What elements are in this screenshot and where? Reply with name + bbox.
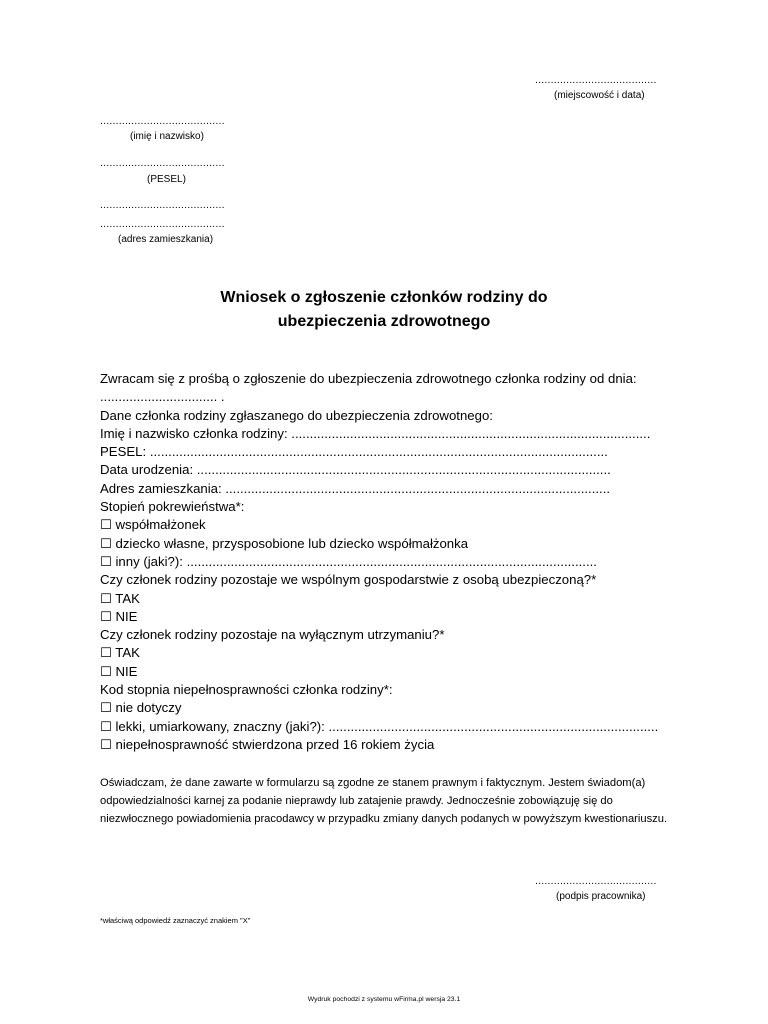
applicant-address-dots-2: ........................................: [100, 218, 225, 230]
applicant-address-dots-1: ........................................: [100, 199, 225, 211]
member-pesel-field: PESEL: .............................................................................................................................: [100, 444, 608, 460]
date-place-dots: .......................................: [535, 74, 657, 86]
date-place-caption: (miejscowość i data): [554, 90, 645, 101]
applicant-name-dots: ........................................: [100, 115, 225, 127]
support-question: Czy członek rodziny pozostaje na wyłącznym utrzymaniu?*: [100, 627, 445, 643]
support-option-no: ☐ NIE: [100, 663, 138, 679]
applicant-pesel-dots: ........................................: [100, 157, 225, 169]
disability-option-before-16: ☐ niepełnosprawność stwierdzona przed 16 rokiem życia: [100, 736, 435, 752]
applicant-address-caption: (adres zamieszkania): [118, 234, 214, 245]
household-question: Czy członek rodziny pozostaje we wspólnym gospodarstwie z osobą ubezpieczoną?*: [100, 572, 597, 588]
signature-dots: .......................................: [535, 875, 657, 887]
member-address-field: Adres zamieszkania: .........................................................................................................: [100, 480, 611, 496]
print-source-note: Wydruk pochodzi z systemu wFirma.pl wersja 23.1: [307, 996, 461, 1003]
member-dob-field: Data urodzenia: .................................................................................................................: [100, 462, 611, 478]
document-title-line-1: Wniosek o zgłoszenie członków rodziny do: [220, 289, 548, 306]
applicant-pesel-caption: (PESEL): [147, 174, 186, 185]
member-heading: Dane członka rodziny zgłaszanego do ubezpieczenia zdrowotnego:: [100, 407, 493, 423]
disability-heading: Kod stopnia niepełnosprawności członka rodziny*:: [100, 682, 393, 698]
household-option-yes: ☐ TAK: [100, 590, 140, 606]
signature-caption: (podpis pracownika): [556, 891, 646, 902]
start-date-field: ................................ .: [100, 389, 225, 405]
relation-option-other: ☐ inny (jaki?): ................................................................................................................: [100, 553, 597, 569]
household-option-no: ☐ NIE: [100, 608, 138, 624]
form-body: [100, 370, 660, 754]
disability-option-none: ☐ nie dotyczy: [100, 700, 182, 716]
applicant-name-caption: (imię i nazwisko): [130, 131, 204, 142]
relation-option-child: ☐ dziecko własne, przysposobione lub dziecko współmałżonka: [100, 535, 469, 551]
intro-text: Zwracam się z prośbą o zgłoszenie do ubezpieczenia zdrowotnego członka rodziny od dnia:: [100, 371, 637, 386]
document-title: [0, 286, 768, 334]
document-title-line-2: ubezpieczenia zdrowotnego: [277, 313, 491, 330]
support-option-yes: ☐ TAK: [100, 645, 140, 661]
relation-heading: Stopień pokrewieństwa*:: [100, 499, 245, 515]
member-name-field: Imię i nazwisko członka rodziny: ..................................................................................................: [100, 425, 651, 441]
declaration-text: Oświadczam, że dane zawarte w formularzu są zgodne ze stanem prawnym i faktycznym. Jestem świadom(a) odpowiedzialności karnej za podanie nieprawdy lub zatajenie prawdy. Jednocześnie zobowiązuję się do niezwłocznego powiadomienia pracodawcy w przypadku zmiany danych podanych w powyższym kwestionariuszu.: [100, 777, 668, 825]
relation-option-spouse: ☐ współmałżonek: [100, 517, 206, 533]
footnote: *właściwą odpowiedź zaznaczyć znakiem "X": [100, 916, 251, 925]
disability-option-degree: ☐ lekki, umiarkowany, znaczny (jaki?): ..........................................................................................: [100, 718, 659, 734]
